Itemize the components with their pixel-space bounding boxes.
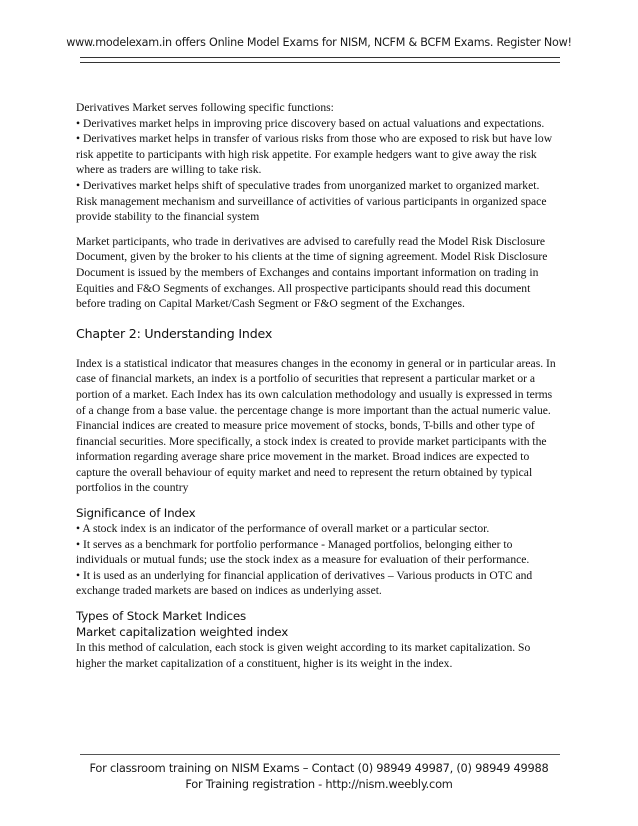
intro-bullet-1: • Derivatives market helps in improving price discovery based on actual valuations and expectations. [76,116,545,130]
spacer [76,599,562,608]
types-paragraph: In this method of calculation, each stock is given weight according to its market capitalization. So higher the market capitalization of a constituent, higher is its weight in the index. [76,641,531,670]
page-content [76,100,562,671]
header-banner: www.modelexam.in offers Online Model Exams for NISM, NCFM & BCFM Exams. Register Now! [66,36,572,49]
types-heading: Types of Stock Market Indices [76,609,247,624]
participants-paragraph: Market participants, who trade in derivatives are advised to carefully read the Model Risk Disclosure Document, given by the broker to his clients at the time of signing agreement. Model Risk Disclosure Document is issued by the members of Exchanges and contains important information on trading in Equities and F&O Segments of exchanges. All prospective participants should read this document before trading on Capital Market/Cash Segment or F&O segment of the Exchanges. [76,234,548,311]
chapter-heading: Chapter 2: Understanding Index [76,325,273,341]
footer-rule [80,754,560,755]
index-paragraph: Index is a statistical indicator that measures changes in the economy in general or in particular areas. In case of financial markets, an index is a portfolio of securities that represent a particular market or a portion of a market. Each Index has its own calculation methodology and usually is expressed in terms of a change from a base value. the percentage change is more important than the actual numeric value. Financial indices are created to measure price movement of stocks, bonds, T-bills and other type of financial securities. More specifically, a stock index is created to provide market participants with the information regarding average share price movement in the market. Broad indices are expected to capture the overall behaviour of equity market and need to represent the return obtained by typical portfolios in the country [76,356,556,495]
significance-bullet-2: • It serves as a benchmark for portfolio performance - Managed portfolios, belonging either to individuals or mutual funds; use the stock index as a measure for evaluation of their performance. [76,537,530,567]
header-double-rule [80,57,560,63]
significance-heading: Significance of Index [76,506,196,521]
types-subheading: Market capitalization weighted index [76,625,289,640]
footer-contact-line: For classroom training on NISM Exams – Contact (0) 98949 49987, (0) 98949 49988 [89,761,549,775]
spacer [76,225,562,234]
intro-bullet-2: • Derivatives market helps in transfer of various risks from those who are exposed to risk but have low risk appetite to participants with high risk appetite. For example hedgers want to give away the risk where as traders are willing to take risk. [76,132,553,177]
intro-bullet-3: • Derivatives market helps shift of speculative trades from unorganized market to organized market. Risk management mechanism and surveillance of activities of various participants in organized space provide stability to the financial system [76,178,547,224]
footer-registration-line: For Training registration - http://nism.weebly.com [185,777,453,791]
spacer [76,312,562,325]
significance-bullet-1: • A stock index is an indicator of the performance of overall market or a particular sector. [76,522,490,536]
significance-bullet-3: • It is used as an underlying for financial application of derivatives – Various products in OTC and exchange traded markets are based on indices as underlying asset. [76,568,533,598]
intro-lead: Derivatives Market serves following specific functions: [76,101,334,114]
spacer [76,496,562,505]
spacer [76,343,562,356]
